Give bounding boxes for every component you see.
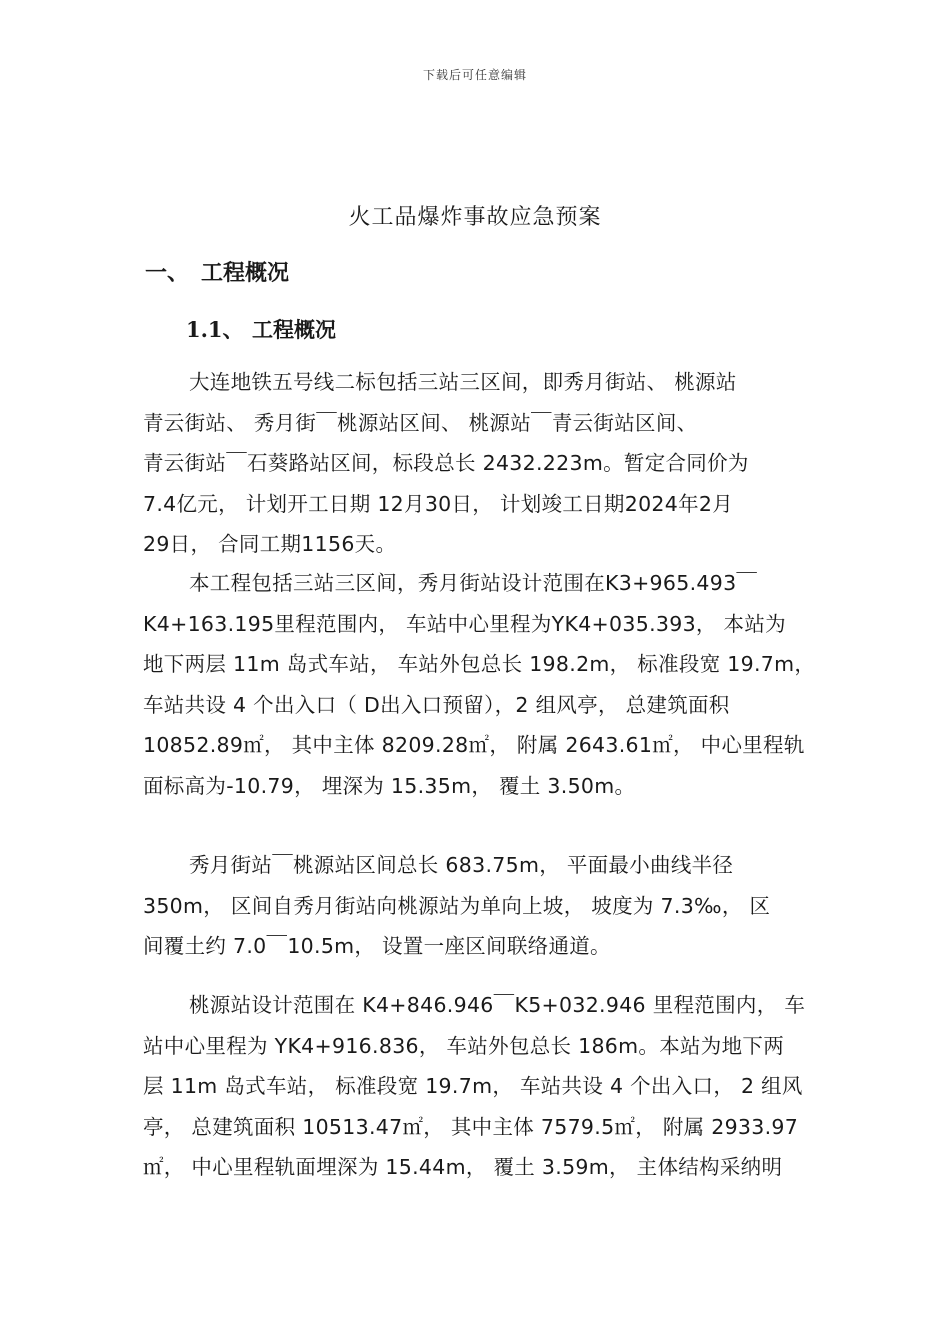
paragraph-line: 大连地铁五号线二标包括三站三区间，即秀月街站、 桃源站 <box>189 370 737 394</box>
section-label: 工程概况 <box>201 261 290 286</box>
paragraph-line: 7.4亿元， 计划开工日期 12月30日， 计划竣工日期2024年2月 <box>143 491 734 516</box>
paragraph-line: 本工程包括三站三区间，秀月街站设计范围在K3+965.493￣ <box>189 571 758 595</box>
section-number: 一、 <box>145 261 190 286</box>
subsection-label: 工程概况 <box>252 317 336 342</box>
paragraph-line: 青云街站、 秀月街￣桃源站区间、 桃源站￣青云街站区间、 <box>143 410 698 435</box>
paragraph-section-interval <box>143 845 811 967</box>
paragraph-xiuyue-station <box>143 563 816 807</box>
paragraph-line: 青云街站￣石葵路站区间，标段总长 2432.223m。暂定合同价为 <box>143 451 749 476</box>
paragraph-line: ㎡， 中心里程轨面埋深为 15.44m， 覆土 3.59m， 主体结构采纳明 <box>143 1155 783 1180</box>
section-heading-1 <box>145 256 289 287</box>
document-title: 火工品爆炸事故应急预案 <box>348 205 602 230</box>
header-note: 下载后可任意编辑 <box>422 68 527 82</box>
paragraph-line: 间覆土约 7.0￣10.5m， 设置一座区间联络通道。 <box>143 934 611 959</box>
paragraph-line: 秀月街站￣桃源站区间总长 683.75m， 平面最小曲线半径 <box>189 853 734 877</box>
paragraph-overview <box>143 362 811 565</box>
paragraph-line: 车站共设 4 个出入口（ D出入口预留），2 组风亭， 总建筑面积 <box>143 692 730 717</box>
paragraph-taoyuan-station <box>143 985 811 1188</box>
subsection-number: 1.1、 <box>186 317 244 342</box>
paragraph-line: 桃源站设计范围在 K4+846.946￣K5+032.946 里程范围内， 车 <box>189 993 806 1017</box>
paragraph-line: K4+163.195里程范围内， 车站中心里程为YK4+035.393， 本站为 <box>143 611 786 636</box>
paragraph-line: 10852.89㎡， 其中主体 8209.28㎡， 附属 2643.61㎡， 中心里程轨 <box>143 733 805 758</box>
paragraph-line: 29日， 合同工期1156天。 <box>143 532 397 557</box>
subsection-heading-1-1 <box>186 314 336 344</box>
paragraph-line: 面标高为-10.79， 埋深为 15.35m， 覆土 3.50m。 <box>143 773 636 798</box>
paragraph-line: 亭， 总建筑面积 10513.47㎡， 其中主体 7579.5㎡， 附属 2933.97 <box>143 1114 799 1139</box>
paragraph-line: 层 11m 岛式车站， 标准段宽 19.7m， 车站共设 4 个出入口， 2 组风 <box>143 1074 803 1099</box>
paragraph-line: 站中心里程为 YK4+916.836， 车站外包总长 186m。本站为地下两 <box>143 1033 785 1058</box>
paragraph-line: 地下两层 11m 岛式车站， 车站外包总长 198.2m， 标准段宽 19.7m， <box>143 652 816 677</box>
paragraph-line: 350m， 区间自秀月街站向桃源站为单向上坡， 坡度为 7.3‰， 区 <box>143 893 771 918</box>
